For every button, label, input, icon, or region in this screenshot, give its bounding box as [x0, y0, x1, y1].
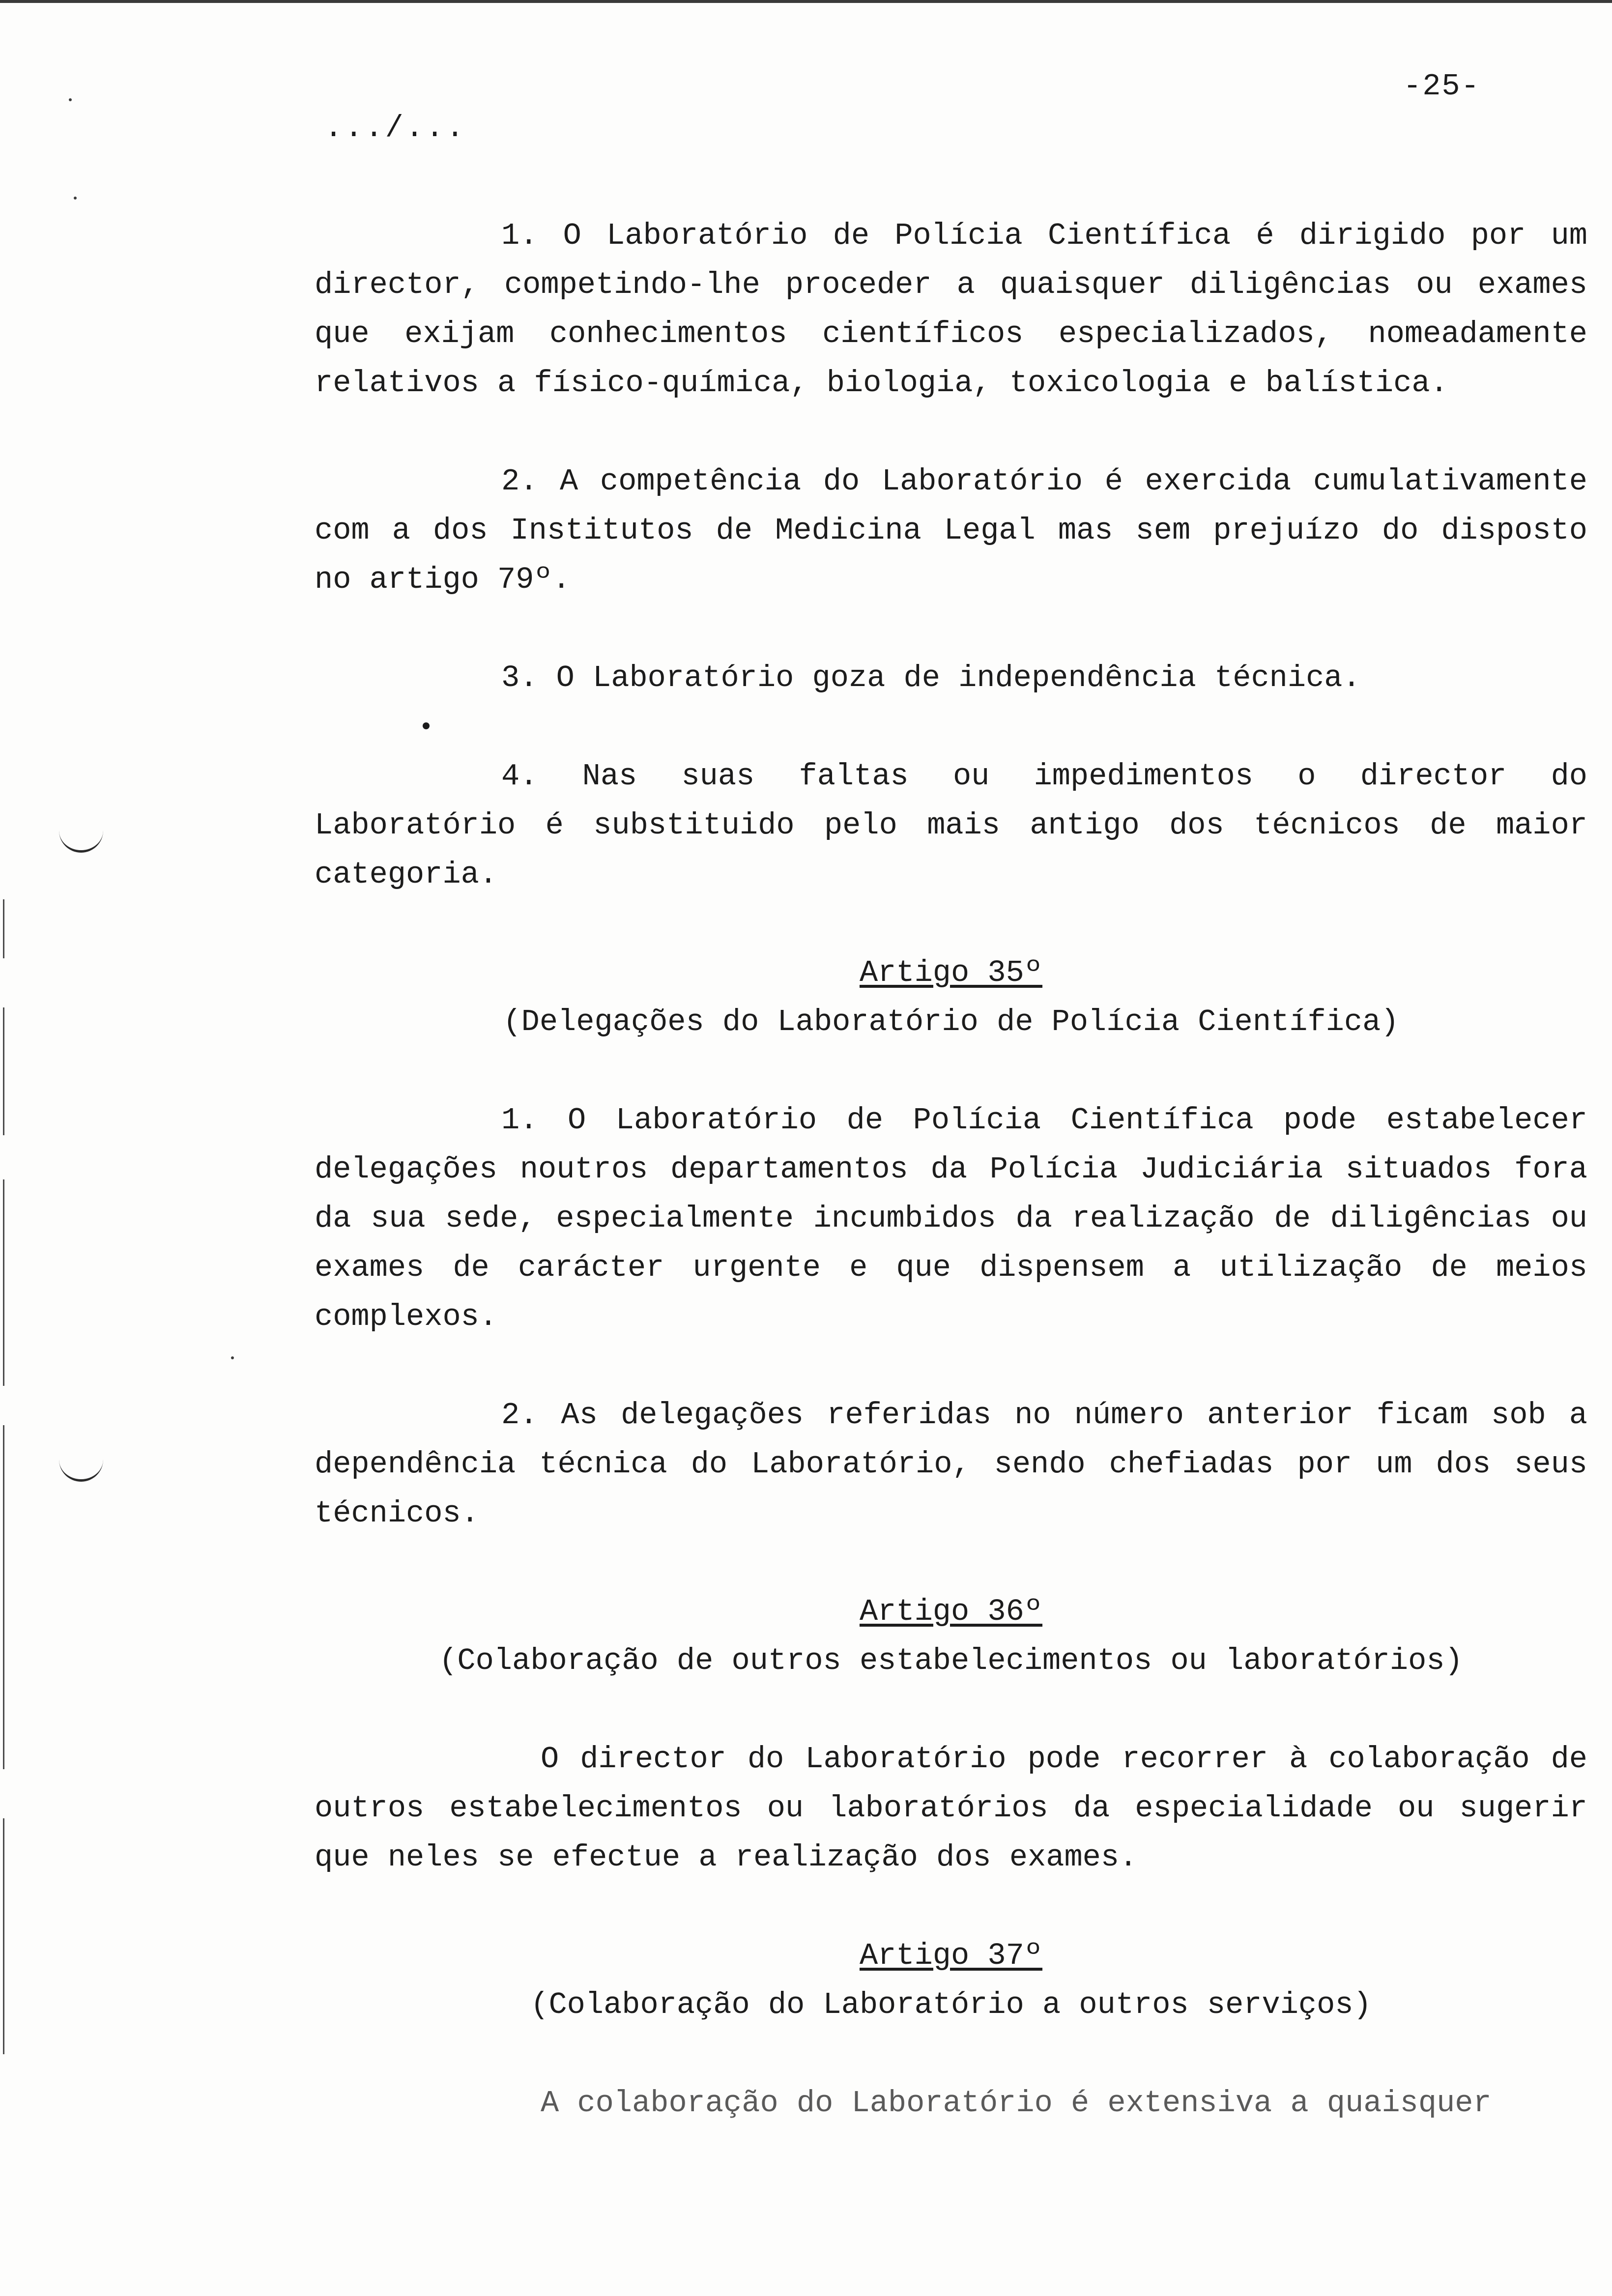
paragraph-2: 2. A competência do Laboratório é exercida cumulativamente com a dos Institutos de Medicina Legal mas sem prejuízo do disposto no artigo 79º. [315, 464, 1587, 597]
document-body [315, 211, 1587, 2177]
article-36-paragraph-1: O director do Laboratório pode recorrer à colaboração de outros estabelecimentos ou laboratórios da especialidade ou sugerir que neles se efectue a realização dos exames. [315, 1742, 1587, 1875]
scan-speck [74, 197, 77, 200]
binding-tick [3, 1007, 4, 1135]
left-margin-binding-marks [0, 0, 20, 2296]
scan-speck [231, 1356, 234, 1359]
article-36-heading [315, 1587, 1587, 1686]
top-border-line [0, 0, 1612, 3]
article-35-heading [315, 948, 1587, 1047]
paragraph-4: 4. Nas suas faltas ou impedimentos o director do Laboratório é substituido pelo mais antigo dos técnicos de maior categoria. [315, 759, 1587, 892]
binding-tick [3, 1179, 4, 1386]
article-title: Artigo 35º [859, 955, 1043, 990]
paragraph-1: 1. O Laboratório de Polícia Científica é dirigido por um director, competindo-lhe proceder a quaisquer diligências ou exames que exijam conhecimentos científicos especializados, nomeadamente relativos a físico-química, biologia, toxicologia e balística. [315, 218, 1587, 401]
page-number: -25- [1403, 69, 1480, 104]
paragraph-3: 3. O Laboratório goza de independência técnica. [501, 660, 1361, 695]
article-title: Artigo 36º [859, 1594, 1043, 1629]
article-37-heading [315, 1931, 1587, 2030]
article-35-paragraph-2: 2. As delegações referidas no número anterior ficam sob a dependência técnica do Laboratório, sendo chefiadas por um dos seus técnicos. [315, 1398, 1587, 1531]
punch-hole-mark [59, 1460, 103, 1482]
article-37-paragraph-1: A colaboração do Laboratório é extensiva a quaisquer [541, 2086, 1492, 2121]
article-title: Artigo 37º [859, 1938, 1043, 1973]
binding-tick [3, 1425, 4, 1769]
continuation-mark: .../... [324, 111, 466, 145]
article-subtitle: (Delegações do Laboratório de Polícia Científica) [503, 1004, 1399, 1039]
article-subtitle: (Colaboração de outros estabelecimentos ou laboratórios) [439, 1643, 1463, 1678]
binding-tick [3, 899, 4, 958]
punch-hole-mark [59, 831, 103, 853]
article-35-paragraph-1: 1. O Laboratório de Polícia Científica pode estabelecer delegações noutros departamentos da Polícia Judiciária situados fora da sua sede, especialmente incumbidos da realização de diligências ou exames de carácter urgente e que dispensem a utilização de meios complexos. [315, 1103, 1587, 1334]
article-subtitle: (Colaboração do Laboratório a outros serviços) [530, 1987, 1372, 2022]
binding-tick [3, 1818, 4, 2054]
scan-speck [69, 98, 72, 101]
